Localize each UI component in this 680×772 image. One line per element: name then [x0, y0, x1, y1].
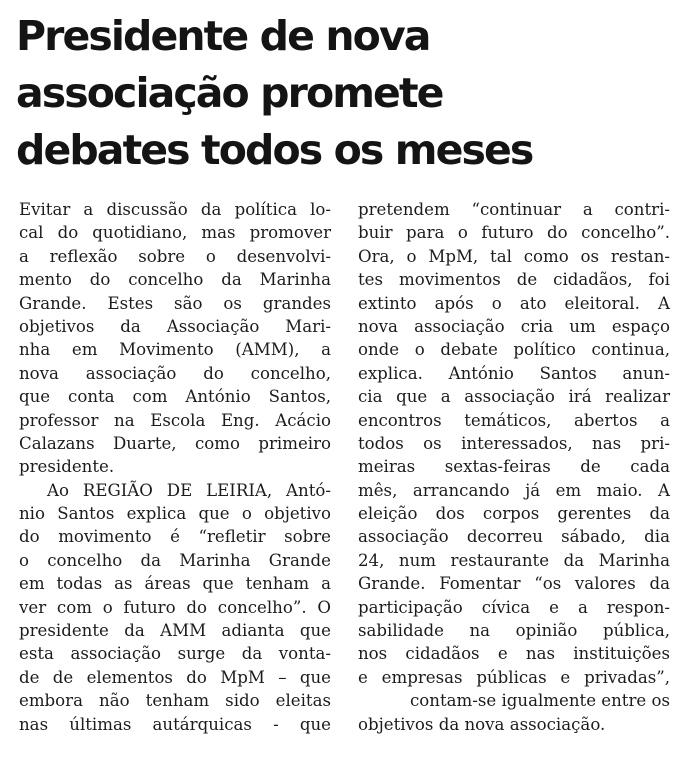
body-line: a reflexão sobre o desenvolvi-: [19, 246, 331, 266]
body-line: nova associação do concelho,: [19, 363, 331, 383]
body-line: objetivos da nova associação.: [358, 714, 606, 734]
article-headline: [16, 8, 676, 179]
body-line: contam-se igualmente entre os: [409, 691, 670, 711]
body-line: Calazans Duarte, como primeiro: [19, 433, 331, 453]
body-line: Grande. Fomentar “os valores da: [358, 574, 670, 594]
article-body-left-column: [19, 198, 331, 736]
body-line: tes movimentos de cidadãos, foi: [358, 270, 670, 290]
body-line: onde o debate político continua,: [358, 340, 670, 360]
body-line: associação decorreu sábado, dia: [358, 527, 670, 547]
headline-line: Presidente de nova: [16, 12, 430, 60]
body-line: meiras sextas-feiras de cada: [358, 457, 670, 477]
body-line: nova associação cria um espaço: [358, 316, 670, 336]
body-line: pretendem “continuar a contri-: [358, 200, 670, 219]
headline-line: associação promete: [16, 69, 443, 117]
body-line: embora não tenham sido eleitas: [19, 691, 331, 711]
body-line: cia que a associação irá realizar: [358, 387, 670, 407]
body-line: mento do concelho da Marinha: [19, 270, 331, 290]
body-line: eleição dos corpos gerentes da: [358, 504, 670, 524]
body-line: cal do quotidiano, mas promover: [19, 223, 331, 243]
body-line: Ora, o MpM, tal como os restan-: [358, 246, 670, 266]
body-line: Grande. Estes são os grandes: [19, 293, 331, 313]
body-line: encontros temáticos, abertos a: [358, 410, 670, 430]
body-line: que conta com António Santos,: [19, 387, 331, 407]
body-line: sabilidade na opinião pública,: [358, 621, 670, 641]
body-line: nos cidadãos e nas instituições: [358, 644, 670, 664]
body-line: presidente da AMM adianta que: [19, 621, 331, 641]
body-line: buir para o futuro do concelho”.: [358, 223, 670, 243]
body-line: presidente.: [19, 457, 115, 477]
article-body-right-column: [358, 198, 670, 736]
body-line: nio Santos explica que o objetivo: [19, 504, 331, 524]
body-line: extinto após o ato eleitoral. A: [358, 293, 670, 313]
body-line: 24, num restaurante da Marinha: [358, 550, 670, 570]
body-line: todos os interessados, nas pri-: [358, 433, 670, 453]
body-line: Evitar a discussão da política lo-: [19, 200, 331, 219]
body-line: em todas as áreas que tenham a: [19, 574, 331, 594]
body-line: professor na Escola Eng. Acácio: [19, 410, 331, 430]
headline-line: debates todos os meses: [16, 126, 533, 174]
body-line: participação cívica e a respon-: [358, 597, 670, 617]
body-line: e empresas públicas e privadas”,: [358, 667, 670, 687]
body-line: de de elementos do MpM – que: [19, 667, 331, 687]
body-line: ver com o futuro do concelho”. O: [19, 597, 331, 617]
body-line: Ao REGIÃO DE LEIRIA, Antó-: [47, 480, 331, 500]
body-line: mês, arrancando já em maio. A: [358, 480, 670, 500]
body-line: o concelho da Marinha Grande: [19, 550, 331, 570]
body-line: nha em Movimento (AMM), a: [19, 340, 331, 360]
body-line: do movimento é “refletir sobre: [19, 527, 331, 547]
body-line: esta associação surge da vonta-: [19, 644, 331, 664]
body-line: nas últimas autárquicas - que: [19, 714, 331, 734]
body-line: explica. António Santos anun-: [358, 363, 670, 383]
body-line: objetivos da Associação Mari-: [19, 316, 331, 336]
